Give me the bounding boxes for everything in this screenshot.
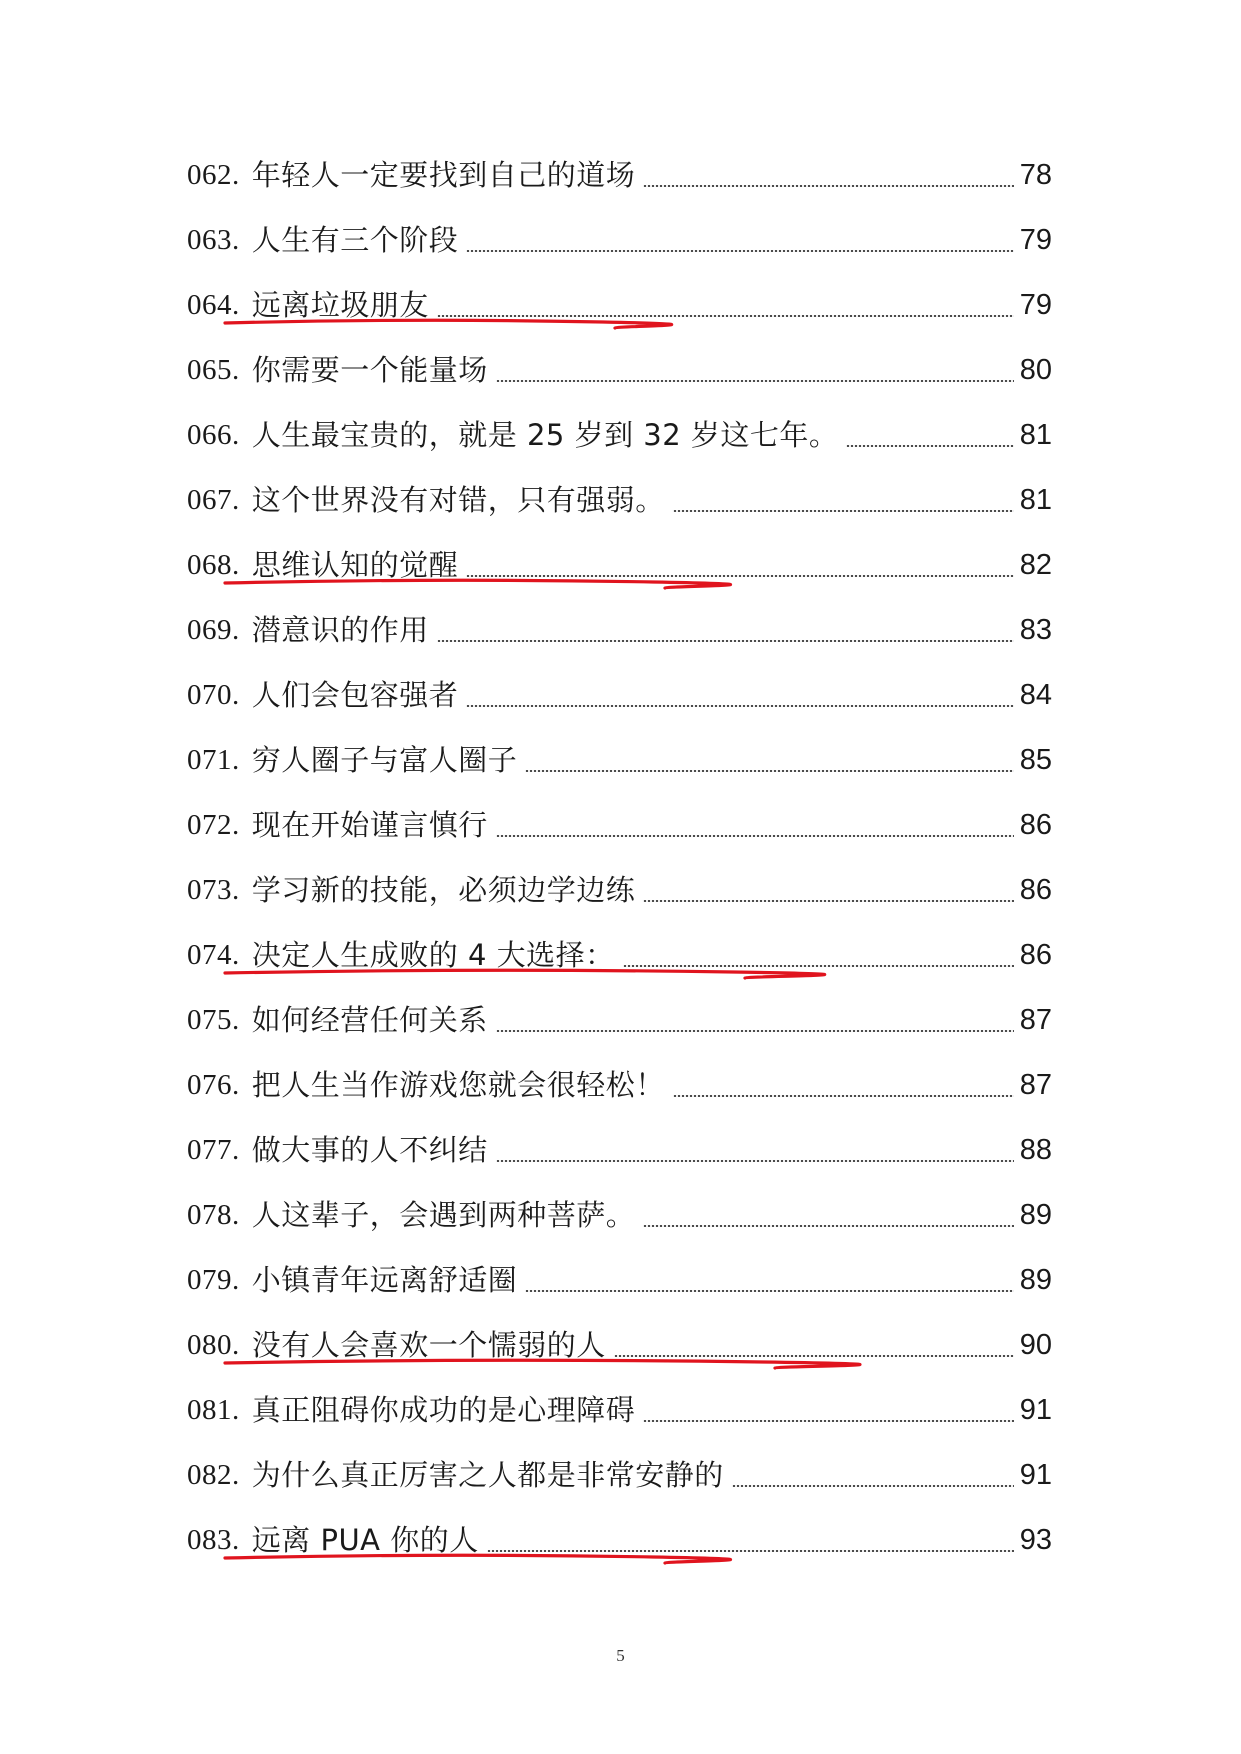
entry-number: 062. xyxy=(187,159,240,191)
entry-number: 071. xyxy=(187,744,240,776)
toc-entry[interactable] xyxy=(187,935,1052,1000)
entry-title[interactable]: 远离 PUA 你的人 xyxy=(251,1523,479,1557)
toc-entry[interactable] xyxy=(187,870,1052,935)
entry-page-number: 78 xyxy=(1019,159,1052,191)
entry-page-number: 93 xyxy=(1019,1524,1052,1556)
dot-leader xyxy=(466,705,1013,707)
entry-page-number: 86 xyxy=(1019,874,1052,906)
entry-number: 078. xyxy=(187,1199,240,1231)
entry-number: 070. xyxy=(187,679,240,711)
entry-number: 075. xyxy=(187,1004,240,1036)
toc-entry[interactable] xyxy=(187,1195,1052,1260)
entry-title[interactable]: 真正阻碍你成功的是心理障碍 xyxy=(251,1393,636,1427)
entry-page-number: 86 xyxy=(1019,939,1052,971)
entry-page-number: 83 xyxy=(1019,614,1052,646)
entry-page-number: 87 xyxy=(1019,1004,1052,1036)
entry-title[interactable]: 没有人会喜欢一个懦弱的人 xyxy=(251,1328,606,1362)
entry-page-number: 80 xyxy=(1019,354,1052,386)
entry-title[interactable]: 如何经营任何关系 xyxy=(251,1003,488,1037)
toc-entry[interactable] xyxy=(187,415,1052,480)
entry-page-number: 87 xyxy=(1019,1069,1052,1101)
toc-entry[interactable] xyxy=(187,350,1052,415)
entry-title[interactable]: 人生有三个阶段 xyxy=(251,223,459,257)
entry-title[interactable]: 为什么真正厉害之人都是非常安静的 xyxy=(251,1458,724,1492)
entry-number: 074. xyxy=(187,939,240,971)
toc-entry[interactable] xyxy=(187,740,1052,805)
entry-page-number: 84 xyxy=(1019,679,1052,711)
entry-page-number: 91 xyxy=(1019,1394,1052,1426)
entry-number: 073. xyxy=(187,874,240,906)
dot-leader xyxy=(643,185,1013,187)
dot-leader xyxy=(525,1290,1013,1292)
entry-title[interactable]: 现在开始谨言慎行 xyxy=(251,808,488,842)
dot-leader xyxy=(623,965,1014,967)
entry-number: 067. xyxy=(187,484,240,516)
entry-number: 076. xyxy=(187,1069,240,1101)
entry-title[interactable]: 年轻人一定要找到自己的道场 xyxy=(251,158,636,192)
toc-entry[interactable] xyxy=(187,1000,1052,1065)
toc-entry[interactable] xyxy=(187,1130,1052,1195)
dot-leader xyxy=(846,445,1013,447)
dot-leader xyxy=(466,575,1013,577)
dot-leader xyxy=(614,1355,1014,1357)
entry-title[interactable]: 做大事的人不纠结 xyxy=(251,1133,488,1167)
entry-number: 082. xyxy=(187,1459,240,1491)
toc-entry[interactable] xyxy=(187,1065,1052,1130)
toc-entry[interactable] xyxy=(187,1325,1052,1390)
entry-page-number: 91 xyxy=(1019,1459,1052,1491)
dot-leader xyxy=(496,380,1014,382)
toc-entry[interactable] xyxy=(187,155,1052,220)
entry-page-number: 86 xyxy=(1019,809,1052,841)
toc-entry[interactable] xyxy=(187,1390,1052,1455)
dot-leader xyxy=(496,1030,1014,1032)
dot-leader xyxy=(466,250,1013,252)
dot-leader xyxy=(525,770,1013,772)
entry-title[interactable]: 这个世界没有对错，只有强弱。 xyxy=(251,483,665,517)
entry-title[interactable]: 远离垃圾朋友 xyxy=(251,288,429,322)
entry-number: 080. xyxy=(187,1329,240,1361)
entry-page-number: 90 xyxy=(1019,1329,1052,1361)
entry-title[interactable]: 穷人圈子与富人圈子 xyxy=(251,743,518,777)
entry-number: 065. xyxy=(187,354,240,386)
dot-leader xyxy=(437,640,1014,642)
entry-number: 079. xyxy=(187,1264,240,1296)
entry-page-number: 79 xyxy=(1019,289,1052,321)
page-number: 5 xyxy=(616,1646,625,1665)
entry-page-number: 89 xyxy=(1019,1199,1052,1231)
dot-leader xyxy=(437,315,1014,317)
toc-entry[interactable] xyxy=(187,1520,1052,1585)
toc-entry[interactable] xyxy=(187,285,1052,350)
entry-page-number: 81 xyxy=(1019,419,1052,451)
entry-title[interactable]: 人们会包容强者 xyxy=(251,678,459,712)
entry-number: 068. xyxy=(187,549,240,581)
dot-leader xyxy=(487,1550,1014,1552)
entry-title[interactable]: 人生最宝贵的，就是 25 岁到 32 岁这七年。 xyxy=(251,418,839,452)
entry-number: 072. xyxy=(187,809,240,841)
entry-number: 069. xyxy=(187,614,240,646)
dot-leader xyxy=(643,1225,1013,1227)
toc-entry[interactable] xyxy=(187,480,1052,545)
entry-number: 081. xyxy=(187,1394,240,1426)
dot-leader xyxy=(496,835,1014,837)
entry-title[interactable]: 小镇青年远离舒适圈 xyxy=(251,1263,518,1297)
entry-title[interactable]: 思维认知的觉醒 xyxy=(251,548,459,582)
toc-entry[interactable] xyxy=(187,675,1052,740)
dot-leader xyxy=(732,1485,1014,1487)
dot-leader xyxy=(643,1420,1013,1422)
entry-page-number: 81 xyxy=(1019,484,1052,516)
table-of-contents xyxy=(187,155,1052,1585)
entry-number: 077. xyxy=(187,1134,240,1166)
entry-title[interactable]: 人这辈子，会遇到两种菩萨。 xyxy=(251,1198,636,1232)
entry-title[interactable]: 你需要一个能量场 xyxy=(251,353,488,387)
toc-entry[interactable] xyxy=(187,1455,1052,1520)
entry-number: 063. xyxy=(187,224,240,256)
entry-number: 064. xyxy=(187,289,240,321)
entry-page-number: 89 xyxy=(1019,1264,1052,1296)
entry-title[interactable]: 把人生当作游戏您就会很轻松！ xyxy=(251,1068,665,1102)
dot-leader xyxy=(673,510,1014,512)
entry-page-number: 85 xyxy=(1019,744,1052,776)
entry-number: 083. xyxy=(187,1524,240,1556)
entry-page-number: 82 xyxy=(1019,549,1052,581)
entry-title[interactable]: 潜意识的作用 xyxy=(251,613,429,647)
dot-leader xyxy=(643,900,1013,902)
toc-entry[interactable] xyxy=(187,805,1052,870)
entry-page-number: 88 xyxy=(1019,1134,1052,1166)
entry-number: 066. xyxy=(187,419,240,451)
entry-title[interactable]: 决定人生成败的 4 大选择： xyxy=(251,938,615,972)
toc-entry[interactable] xyxy=(187,610,1052,675)
toc-entry[interactable] xyxy=(187,545,1052,610)
dot-leader xyxy=(496,1160,1014,1162)
toc-entry[interactable] xyxy=(187,220,1052,285)
entry-page-number: 79 xyxy=(1019,224,1052,256)
toc-entry[interactable] xyxy=(187,1260,1052,1325)
dot-leader xyxy=(673,1095,1014,1097)
entry-title[interactable]: 学习新的技能，必须边学边练 xyxy=(251,873,636,907)
